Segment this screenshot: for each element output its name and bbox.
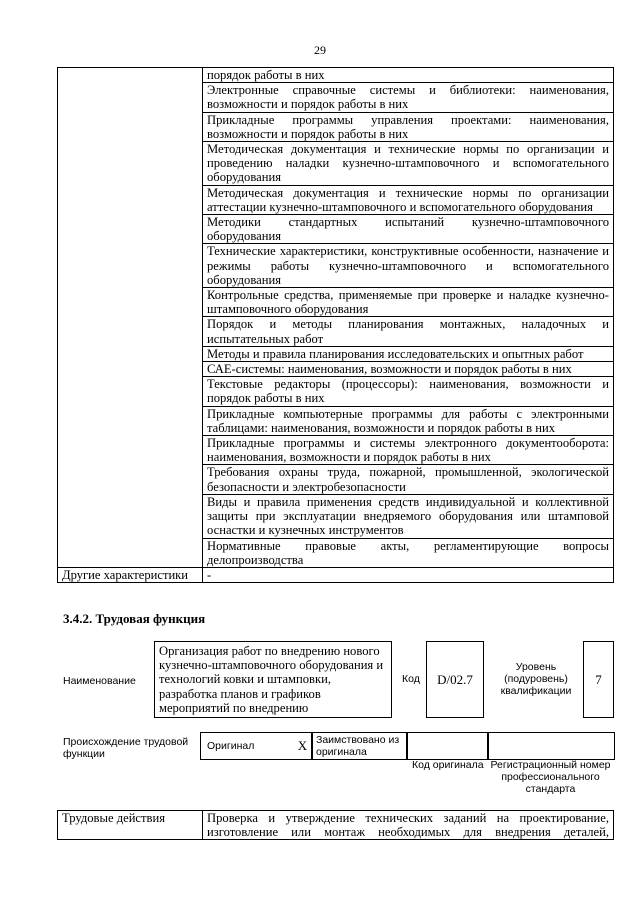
labor-actions-value: Проверка и утверждение технических заданий на проектирование, изготовление или монтаж необходимых для внедрения деталей, bbox=[203, 811, 614, 840]
code-original-cell bbox=[407, 732, 488, 760]
reg-number-label: Регистрационный номер профессионального стандарта bbox=[490, 759, 611, 795]
knowledge-item: Технические характеристики, конструктивные особенности, назначение и режимы работы кузнечно-штамповочного и вспомогательного оборудования bbox=[203, 244, 614, 288]
knowledge-item: Методы и правила планирования исследовательских и опытных работ bbox=[203, 346, 614, 361]
other-characteristics-value: - bbox=[203, 567, 614, 582]
original-cell bbox=[200, 732, 294, 760]
section-title: 3.4.2. Трудовая функция bbox=[63, 611, 206, 626]
labor-actions-row bbox=[58, 811, 614, 840]
knowledge-item: Прикладные программы и системы электронного документооборота: наименования, возможности и порядок работы в них bbox=[203, 436, 614, 465]
knowledge-item: Методики стандартных испытаний кузнечно-штамповочного оборудования bbox=[203, 215, 614, 244]
code-label: Код bbox=[402, 673, 420, 685]
knowledge-item: Требования охраны труда, пожарной, промышленной, экологической безопасности и электробезопасности bbox=[203, 465, 614, 494]
knowledge-item: Виды и правила применения средств индивидуальной и коллективной защиты при эксплуатации внедряемого оборудования или штамповой оснастки и кузнечных инструментов bbox=[203, 494, 614, 538]
level-label: Уровень (подуровень) квалификации bbox=[500, 661, 572, 697]
knowledge-item: Прикладные компьютерные программы для работы с электронными таблицами: наименования, возможности и порядок работы в них bbox=[203, 406, 614, 435]
origin-row bbox=[200, 732, 615, 760]
knowledge-row bbox=[58, 68, 614, 83]
knowledge-item: порядок работы в них bbox=[203, 68, 614, 83]
original-mark-cell bbox=[294, 732, 312, 760]
origin-label: Происхождение трудовой функции bbox=[63, 736, 189, 760]
page-number: 29 bbox=[314, 43, 326, 57]
labor-actions-label: Трудовые действия bbox=[58, 811, 203, 840]
knowledge-item: Прикладные программы управления проектами: наименования, возможности и порядок работы в них bbox=[203, 112, 614, 141]
knowledge-item: Электронные справочные системы и библиотеки: наименования, возможности и порядок работы в них bbox=[203, 83, 614, 112]
function-name-label: Наименование bbox=[63, 675, 136, 687]
knowledge-item: Методическая документация и технические нормы по организации и проведению наладки кузнечно-штамповочного и вспомогательного оборудования bbox=[203, 142, 614, 186]
other-characteristics-row bbox=[58, 567, 614, 582]
knowledge-item: Контрольные средства, применяемые при проверке и наладке кузнечно-штамповочного оборудования bbox=[203, 288, 614, 317]
original-label: Оригинал bbox=[207, 740, 255, 752]
knowledge-item: САЕ-системы: наименования, возможности и порядок работы в них bbox=[203, 362, 614, 377]
knowledge-item: Текстовые редакторы (процессоры): наименования, возможности и порядок работы в них bbox=[203, 377, 614, 406]
original-mark: X bbox=[297, 738, 308, 753]
knowledge-item: Нормативные правовые акты, регламентирующие вопросы делопроизводства bbox=[203, 538, 614, 567]
level-value: 7 bbox=[583, 641, 614, 718]
knowledge-table bbox=[57, 67, 614, 583]
knowledge-item: Порядок и методы планирования монтажных, наладочных и испытательных работ bbox=[203, 317, 614, 346]
function-name-value: Организация работ по внедрению нового кузнечно-штамповочного оборудования и технологий ковки и штамповки, разработка планов и графиков мероприятий по внедрению bbox=[154, 641, 392, 718]
code-original-label: Код оригинала bbox=[412, 759, 484, 771]
labor-actions-table bbox=[57, 810, 614, 840]
knowledge-label-cell bbox=[58, 68, 203, 568]
code-value: D/02.7 bbox=[426, 641, 484, 718]
borrowed-cell bbox=[312, 732, 407, 760]
other-characteristics-label: Другие характеристики bbox=[58, 567, 203, 582]
borrowed-label: Заимствовано из оригинала bbox=[316, 734, 400, 758]
reg-number-cell bbox=[488, 732, 615, 760]
knowledge-item: Методическая документация и технические нормы по организации аттестации кузнечно-штамповочного и вспомогательного оборудования bbox=[203, 185, 614, 214]
